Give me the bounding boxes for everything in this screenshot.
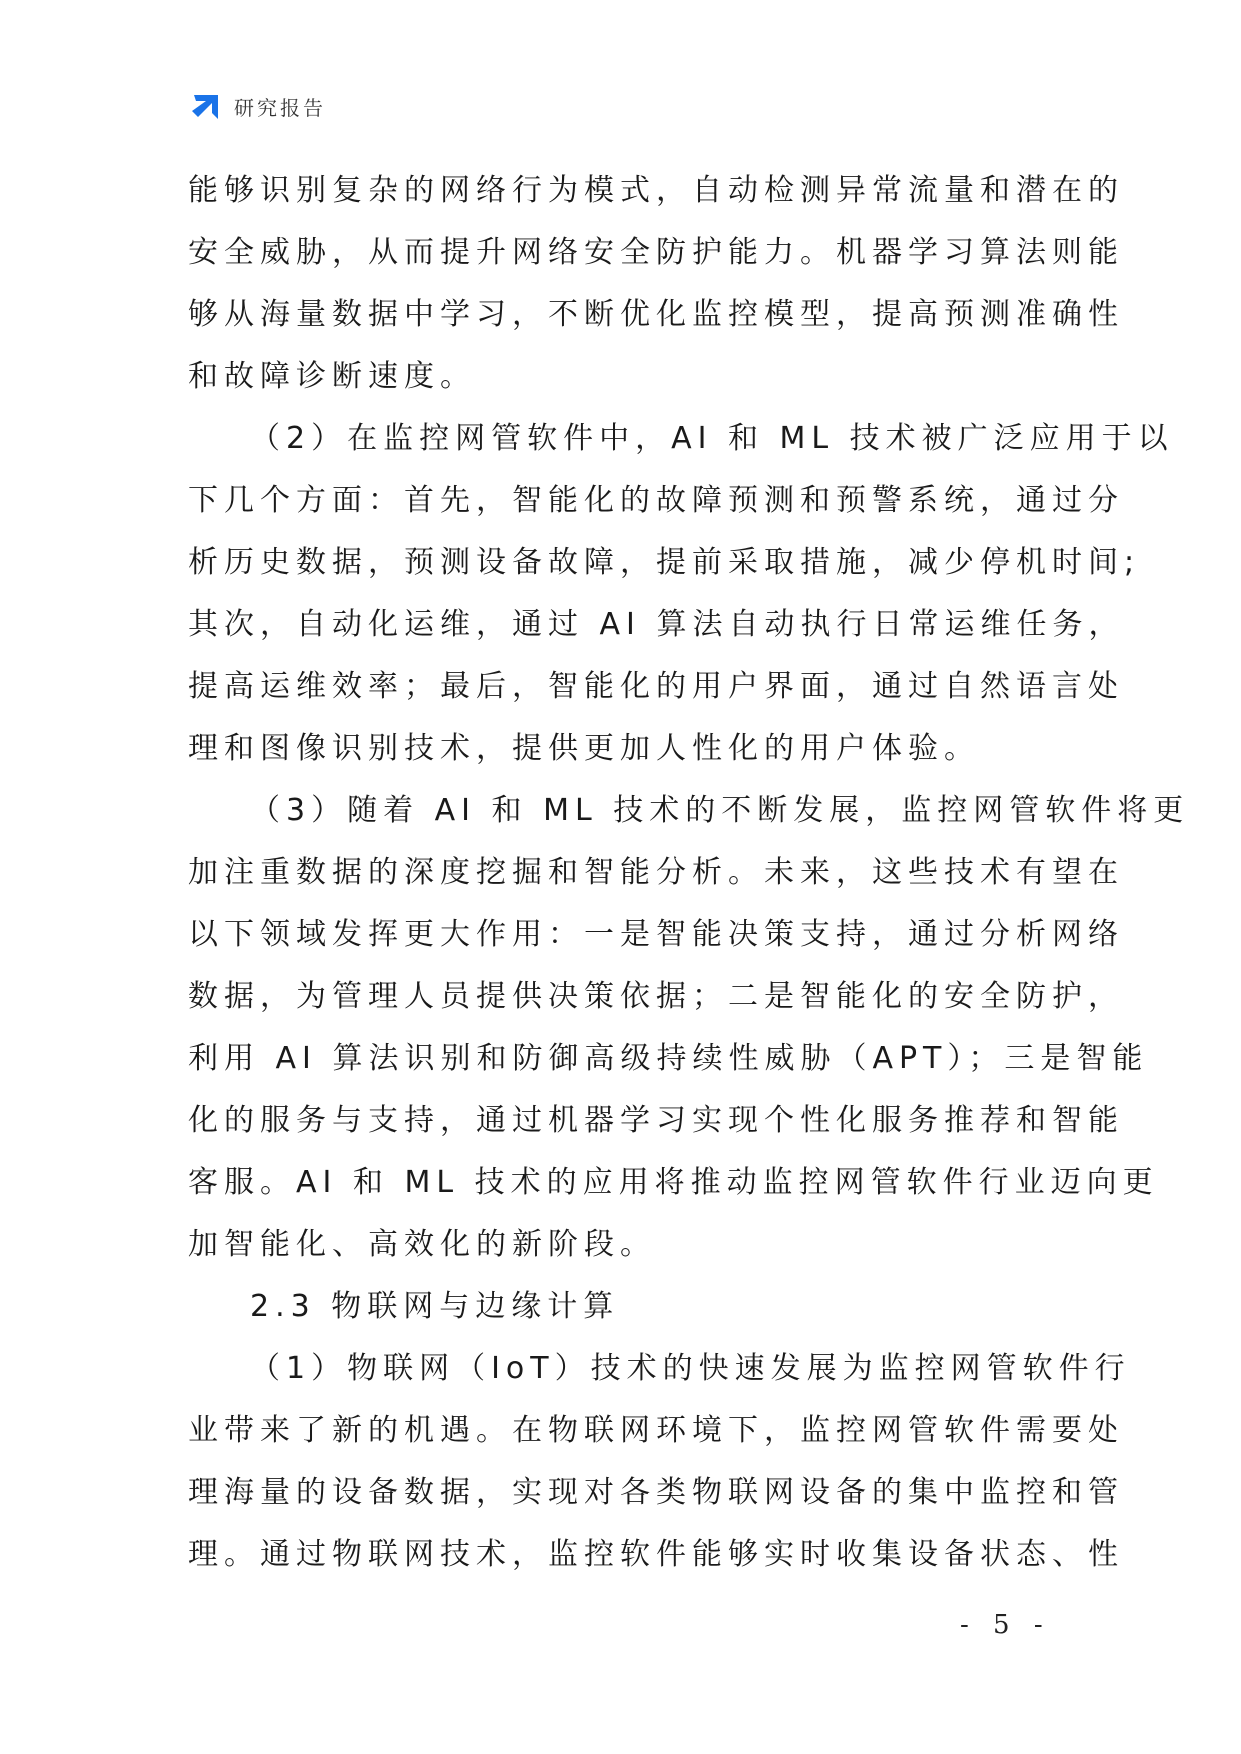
header-title: 研究报告 (234, 95, 326, 120)
body-line: 理和图像识别技术，提供更加人性化的用户体验。 (188, 731, 980, 766)
body-line: （2）在监控网管软件中，AI 和 ML 技术被广泛应用于以 (250, 421, 1174, 456)
body-line: 加智能化、高效化的新阶段。 (188, 1227, 656, 1262)
body-line: 和故障诊断速度。 (188, 359, 476, 394)
body-line: 够从海量数据中学习，不断优化监控模型，提高预测准确性 (188, 297, 1124, 332)
body-line: 理海量的设备数据，实现对各类物联网设备的集中监控和管 (188, 1475, 1124, 1510)
page-number: - 5 - (960, 1610, 1051, 1640)
body-line: 理。通过物联网技术，监控软件能够实时收集设备状态、性 (188, 1537, 1124, 1572)
body-line: 以下领域发挥更大作用：一是智能决策支持，通过分析网络 (188, 917, 1124, 952)
body-line: 业带来了新的机遇。在物联网环境下，监控网管软件需要处 (188, 1413, 1124, 1448)
body-line: 化的服务与支持，通过机器学习实现个性化服务推荐和智能 (188, 1103, 1124, 1138)
body-line: （3）随着 AI 和 ML 技术的不断发展，监控网管软件将更 (250, 793, 1190, 828)
body-line: 加注重数据的深度挖掘和智能分析。未来，这些技术有望在 (188, 855, 1124, 890)
body-line: （1）物联网（IoT）技术的快速发展为监控网管软件行 (250, 1351, 1131, 1386)
report-header (188, 88, 326, 124)
section-heading: 2.3 物联网与边缘计算 (250, 1289, 620, 1324)
body-line: 客服。AI 和 ML 技术的应用将推动监控网管软件行业迈向更 (188, 1165, 1159, 1200)
document-body (188, 160, 1190, 1586)
body-line: 能够识别复杂的网络行为模式，自动检测异常流量和潜在的 (188, 173, 1124, 208)
body-line: 数据，为管理人员提供决策依据；二是智能化的安全防护， (188, 979, 1124, 1014)
body-line: 提高运维效率；最后，智能化的用户界面，通过自然语言处 (188, 669, 1124, 704)
body-line: 安全威胁，从而提升网络安全防护能力。机器学习算法则能 (188, 235, 1124, 270)
arrow-up-right-icon (188, 89, 222, 123)
body-line: 下几个方面：首先，智能化的故障预测和预警系统，通过分 (188, 483, 1124, 518)
body-line: 析历史数据，预测设备故障，提前采取措施，减少停机时间; (188, 545, 1141, 580)
body-line: 其次，自动化运维，通过 AI 算法自动执行日常运维任务， (188, 607, 1125, 642)
body-line: 利用 AI 算法识别和防御高级持续性威胁（APT）；三是智能 (188, 1041, 1149, 1076)
